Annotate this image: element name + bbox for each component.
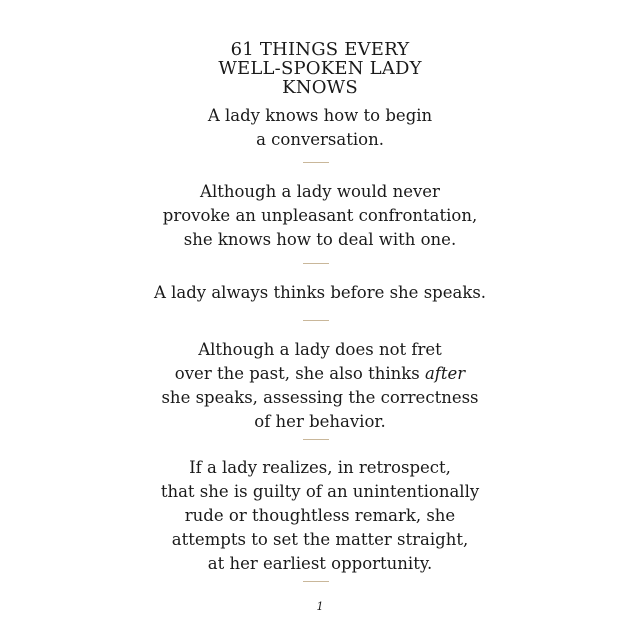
title-line-2: WELL-SPOKEN LADY [218, 58, 422, 79]
page-number: 1 [316, 600, 324, 613]
paragraph-1-line-2: a conversation. [256, 130, 384, 149]
paragraph-2-line-3: she knows how to deal with one. [183, 230, 457, 249]
paragraph-2-line-2: provoke an unpleasant confrontation, [162, 206, 478, 225]
paragraph-3 [0, 281, 640, 305]
separator-rule [303, 439, 329, 440]
paragraph-4-line-3: she speaks, assessing the correctness [161, 388, 479, 407]
paragraph-1-line-1: A lady knows how to begin [207, 106, 433, 125]
paragraph-4-line-2-text: over the past, she also thinks [174, 364, 420, 383]
paragraph-4-line-4: of her behavior. [254, 412, 386, 431]
paragraph-4 [0, 338, 640, 434]
separator-rule [303, 263, 329, 264]
emphasis-after: after [424, 364, 466, 383]
separator-rule [303, 581, 329, 582]
separator-rule [303, 320, 329, 321]
paragraph-1 [0, 104, 640, 152]
paragraph-4-line-1: Although a lady does not fret [198, 340, 442, 359]
paragraph-5-line-5: at her earliest opportunity. [207, 554, 433, 573]
title-line-3: KNOWS [282, 77, 358, 98]
paragraph-5-line-1: If a lady realizes, in retrospect, [189, 458, 451, 477]
paragraph-2-line-1: Although a lady would never [200, 182, 440, 201]
title-line-1: 61 THINGS EVERY [230, 39, 410, 60]
paragraph-5-line-2: that she is guilty of an unintentionally [160, 482, 480, 501]
paragraph-2 [0, 180, 640, 252]
paragraph-5-line-3: rude or thoughtless remark, she [184, 506, 456, 525]
paragraph-3-line-1: A lady always thinks before she speaks. [153, 283, 487, 302]
paragraph-5-line-4: attempts to set the matter straight, [171, 530, 469, 549]
separator-rule [303, 162, 329, 163]
page-title [0, 40, 640, 97]
paragraph-4-line-2 [0, 362, 640, 386]
paragraph-5 [0, 456, 640, 576]
